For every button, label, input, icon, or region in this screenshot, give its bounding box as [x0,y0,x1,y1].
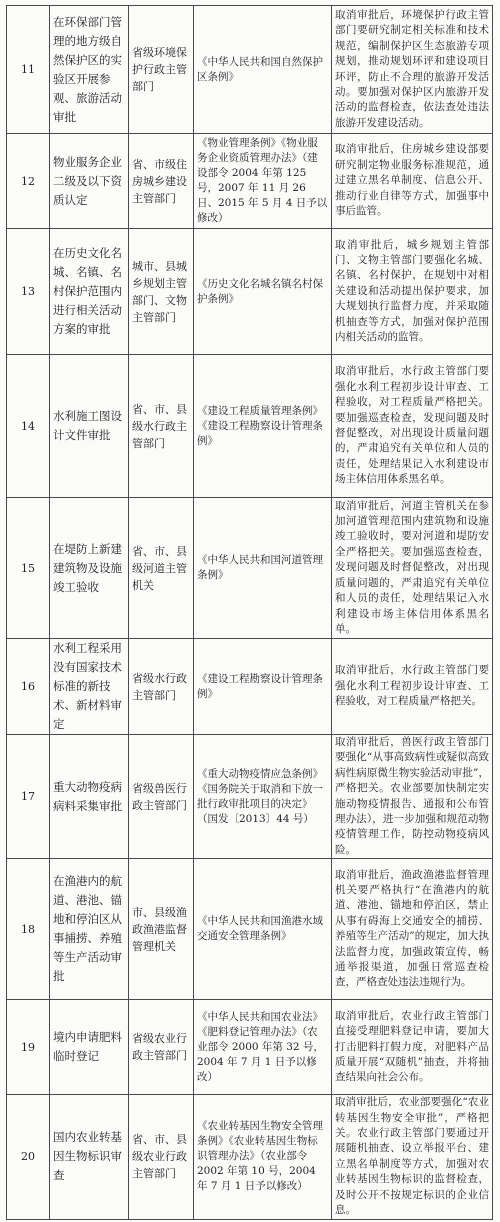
item-name: 在堤防上新建建筑物及设施竣工验收 [50,498,129,639]
item-number: 19 [7,1000,50,1095]
approval-department: 省、市、县级农业行政主管部门 [129,1095,194,1219]
approval-department: 市、县级渔政渔港监督管理机关 [129,859,194,1000]
approval-department: 省级兽医行政主管部门 [129,735,194,859]
item-number: 14 [7,355,50,498]
item-name: 在历史文化名城、名镇、名村保护范围内进行相关活动方案的审批 [50,229,129,355]
legal-basis: 《中华人民共和国自然保护区条例》 [194,6,332,134]
table-row [7,1095,493,1219]
follow-up-measures: 取消审批后，环境保护行政主管部门要研究制定相关标准和技术规范，编制保护区生态旅游专项规划，推动规划环评和建设项目环评，防止不合理的旅游开发活动。要加强对保护区内旅游开发活动的监督检查，依法查处违法旅游开发建设活动。 [332,6,493,134]
item-name: 国内农业转基因生物标识审查 [50,1095,129,1219]
legal-basis: 《中华人民共和国渔港水域交通安全管理条例》 [194,859,332,1000]
item-name: 重大动物疫病病料采集审批 [50,735,129,859]
item-name: 物业服务企业二级及以下资质认定 [50,134,129,229]
legal-basis: 《中华人民共和国农业法》《肥料登记管理办法》（农业部令 2000 年第 32 号，2004 年 7 月 1 日予以修改） [194,1000,332,1095]
item-number: 13 [7,229,50,355]
approval-department: 城市、县城乡规划主管部门、文物主管部门 [129,229,194,355]
item-number: 16 [7,639,50,735]
table-row [7,859,493,1000]
legal-basis: 《中华人民共和国河道管理条例》 [194,498,332,639]
table-row [7,639,493,735]
approval-department: 省、市、县级水行政主管部门 [129,355,194,498]
follow-up-measures: 取消审批后，住房城乡建设部要研究制定物业服务标准规范，通过建立黑名单制度、信息公开、推动行业自律等方式，加强事中事后监管。 [332,134,493,229]
follow-up-measures: 取消审批后，农业部要强化“农业转基因生物安全审批”，严格把关。农业行政主管部门要通过开展随机抽查、设立举报平台、建立黑名单制度等方式，加强对农业转基因生物标识的监督检查，及时公开不按规定标识的企业信息。 [332,1095,493,1219]
approval-items-table [6,5,493,1220]
approval-department: 省级水行政主管部门 [129,639,194,735]
legal-basis: 《农业转基因生物安全管理条例》《农业转基因生物标识管理办法》（农业部令 2002 年第 10 号，2004 年 7 月 1 日予以修改） [194,1095,332,1219]
approval-department: 省、市、县级河道主管机关 [129,498,194,639]
item-number: 11 [7,6,50,134]
approval-department: 省级环境保护行政主管部门 [129,6,194,134]
table-row [7,229,493,355]
legal-basis: 《建设工程勘察设计管理条例》 [194,639,332,735]
follow-up-measures: 取消审批后，河道主管机关在参加河道管理范围内建筑物和设施竣工验收时，要对河道和堤防安全严格把关。要加强巡查检查，发现问题及时督促整改，对出现质量问题的，严肃追究有关单位和人员的责任，处理结果记入水利建设市场主体信用体系黑名单。 [332,498,493,639]
follow-up-measures: 取消审批后，水行政主管部门要强化水利工程初步设计审查、工程验收，对工程质量严格把关。要加强巡查检查，发现问题及时督促整改，对出现设计质量问题的，严肃追究有关单位和人员的责任，处理结果记入水利建设市场主体信用体系黑名单。 [332,355,493,498]
legal-basis: 《建设工程质量管理条例》《建设工程勘察设计管理条例》 [194,355,332,498]
table-row [7,355,493,498]
item-name: 在环保部门管理的地方级自然保护区的实验区开展参观、旅游活动审批 [50,6,129,134]
item-name: 境内申请肥料临时登记 [50,1000,129,1095]
item-number: 20 [7,1095,50,1219]
legal-basis: 《历史文化名城名镇名村保护条例》 [194,229,332,355]
item-number: 17 [7,735,50,859]
table-row [7,498,493,639]
follow-up-measures: 取消审批后，城乡规划主管部门、文物主管部门要强化名城、名镇、名村保护，在规划中对相关建设和活动提出保护要求，加大规划执行监督力度，并采取随机抽查等方式，加强对保护范围内相关活动的监管。 [332,229,493,355]
approval-department: 省、市级住房城乡建设主管部门 [129,134,194,229]
legal-basis: 《物业管理条例》《物业服务企业资质管理办法》（建设部令 2004 年第 125 号，2007 年 11 月 26 日、2015 年 5 月 4 日予以修改） [194,134,332,229]
table-row [7,1000,493,1095]
item-name: 在渔港内的航道、港池、锚地和停泊区从事捕捞、养殖等生产活动审批 [50,859,129,1000]
table-row [7,6,493,134]
follow-up-measures: 取消审批后，农业行政主管部门直接受理肥料登记申请，要加大打击肥料打假力度，对肥料产品质量开展“双随机”抽查，并将抽查结果向社会公布。 [332,1000,493,1095]
legal-basis: 《重大动物疫情应急条例》《国务院关于取消和下放一批行政审批项目的决定》（国发〔2013〕44 号） [194,735,332,859]
approval-department: 省级农业行政主管部门 [129,1000,194,1095]
item-name: 水利工程采用没有国家技术标准的新技术、新材料审定 [50,639,129,735]
item-name: 水利施工图设计文件审批 [50,355,129,498]
item-number: 18 [7,859,50,1000]
follow-up-measures: 取消审批后，兽医行政主管部门要强化“从事高致病性或疑似高致病性病原微生物实验活动审批”，严格把关。农业部要加快制定实施动物疫情报告、通报和公布管理办法），进一步加强和规范动物疫情管理工作，防控动物疫病风险。 [332,735,493,859]
item-number: 15 [7,498,50,639]
follow-up-measures: 取消审批后，水行政主管部门要强化水利工程初步设计审查、工程验收，对工程质量严格把关。 [332,639,493,735]
follow-up-measures: 取消审批后，渔政渔港监督管理机关要严格执行“在渔港内的航道、港池、锚地和停泊区，禁止从事有碍海上交通安全的捕捞、养殖等生产活动”的规定，加大执法监督力度，加强政策宣传，畅通举报渠道，加强日常巡查检查，严格查处违法违规行为。 [332,859,493,1000]
table-row [7,134,493,229]
table-row [7,735,493,859]
item-number: 12 [7,134,50,229]
